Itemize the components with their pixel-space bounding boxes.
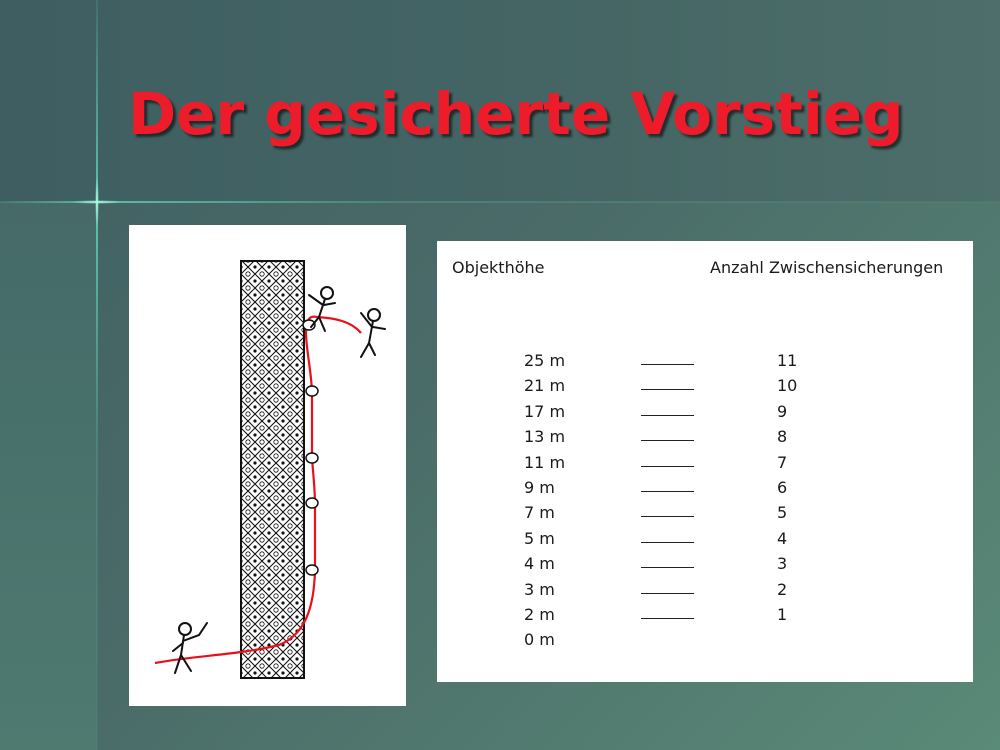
- climbing-wall-drawing: [129, 225, 406, 706]
- row-blank-line: [641, 618, 694, 619]
- row-count: 1: [777, 604, 788, 624]
- table-rows: [437, 351, 973, 656]
- sparkle-accent-vertical: [95, 176, 99, 228]
- row-count: 10: [777, 376, 798, 396]
- quickdraw: [306, 453, 318, 463]
- row-count: 6: [777, 477, 788, 497]
- row-blank-line: [641, 440, 694, 441]
- row-height: 7 m: [524, 503, 555, 523]
- quickdraw: [306, 386, 318, 396]
- table-row: [437, 427, 973, 452]
- row-height: 9 m: [524, 477, 555, 497]
- row-height: 5 m: [524, 528, 555, 548]
- belayer: [173, 623, 207, 673]
- table-row: [437, 503, 973, 528]
- row-count: 5: [777, 503, 788, 523]
- row-blank-line: [641, 593, 694, 594]
- row-blank-line: [641, 567, 694, 568]
- horizontal-accent-line: [0, 201, 1000, 203]
- table-row: [437, 478, 973, 503]
- lead-climber: [309, 287, 335, 331]
- row-height: 25 m: [524, 351, 566, 370]
- table-row: [437, 529, 973, 554]
- row-count: 4: [777, 528, 788, 548]
- row-blank-line: [641, 415, 694, 416]
- table-row: [437, 376, 973, 401]
- table-row: [437, 554, 973, 579]
- table-row: [437, 402, 973, 427]
- table-row: [437, 630, 973, 655]
- row-blank-line: [641, 466, 694, 467]
- protection-table: [437, 241, 973, 682]
- row-count: 7: [777, 452, 788, 472]
- row-height: 21 m: [524, 376, 566, 396]
- table-row: [437, 453, 973, 478]
- row-count: 3: [777, 554, 788, 574]
- row-height: 4 m: [524, 554, 555, 574]
- slide-title: Der gesicherte Vorstieg: [128, 80, 904, 148]
- falling-climber: [361, 309, 385, 357]
- table-row: [437, 605, 973, 630]
- row-blank-line: [641, 491, 694, 492]
- row-blank-line: [641, 364, 694, 365]
- row-height: 2 m: [524, 604, 555, 624]
- quickdraw: [306, 565, 318, 575]
- row-blank-line: [641, 542, 694, 543]
- vertical-accent-line: [96, 0, 98, 750]
- quickdraw: [306, 498, 318, 508]
- climbing-illustration: [129, 225, 406, 706]
- table-row: [437, 580, 973, 605]
- left-band: [0, 202, 97, 750]
- row-count: 11: [777, 351, 798, 370]
- row-count: 2: [777, 579, 788, 599]
- row-count: 9: [777, 401, 788, 421]
- row-count: 8: [777, 427, 788, 447]
- row-height: 13 m: [524, 427, 566, 447]
- table-row: [437, 351, 973, 376]
- header-object-height: Objekthöhe: [452, 258, 545, 277]
- row-blank-line: [641, 516, 694, 517]
- row-height: 0 m: [524, 630, 555, 650]
- row-height: 11 m: [524, 452, 566, 472]
- climbing-wall: [241, 261, 304, 678]
- header-protection-count: Anzahl Zwischensicherungen: [710, 258, 944, 277]
- row-height: 3 m: [524, 579, 555, 599]
- row-blank-line: [641, 389, 694, 390]
- row-height: 17 m: [524, 401, 566, 421]
